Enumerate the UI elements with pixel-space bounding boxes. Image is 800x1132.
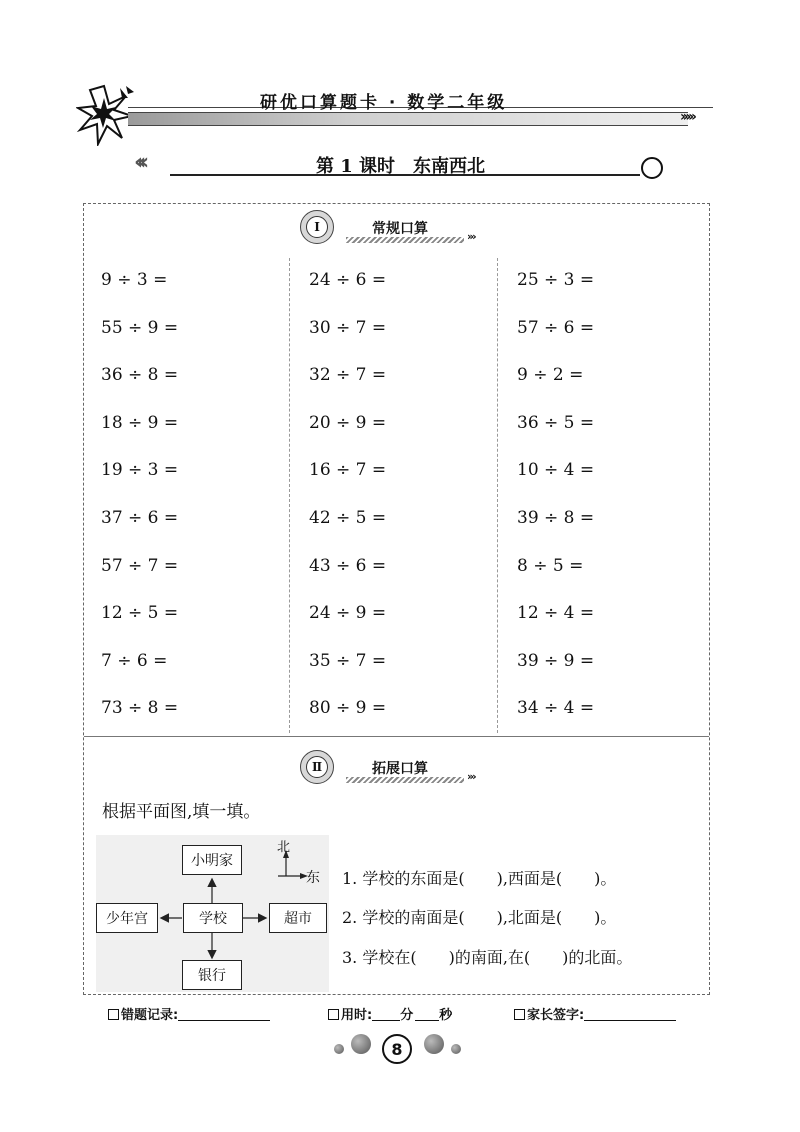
division-problem: 43 ÷ 6 = [309, 556, 387, 576]
minutes-blank[interactable] [372, 1008, 400, 1021]
division-problem: 57 ÷ 7 = [101, 556, 179, 576]
division-problem: 34 ÷ 4 = [517, 698, 595, 718]
division-problem: 7 ÷ 6 = [101, 651, 168, 671]
section-2-badge [300, 750, 334, 784]
question-2: 2. 学校的南面是( ),北面是( )。 [342, 908, 617, 927]
division-problem: 8 ÷ 5 = [517, 556, 584, 576]
decorative-dot-icon [424, 1034, 444, 1054]
instruction-text: 根据平面图,填一填。 [102, 802, 261, 822]
division-problem: 10 ÷ 4 = [517, 460, 595, 480]
arrow-right-icon: ››› [467, 230, 475, 243]
division-problem: 9 ÷ 2 = [517, 365, 584, 385]
division-problem: 24 ÷ 9 = [309, 603, 387, 623]
division-problem: 35 ÷ 7 = [309, 651, 387, 671]
division-problem: 12 ÷ 5 = [101, 603, 179, 623]
division-problem: 32 ÷ 7 = [309, 365, 387, 385]
division-problem: 25 ÷ 3 = [517, 270, 595, 290]
division-problem: 12 ÷ 4 = [517, 603, 595, 623]
division-problem: 36 ÷ 5 = [517, 413, 595, 433]
compass-east-label: 东 [306, 870, 320, 886]
parent-signature-label: 家长签字: [527, 1008, 585, 1023]
error-record-label: 错题记录: [121, 1008, 179, 1023]
division-problem: 30 ÷ 7 = [309, 318, 387, 338]
division-problem: 19 ÷ 3 = [101, 460, 179, 480]
section-2-header [300, 750, 500, 790]
section-1-number: Ⅰ [306, 216, 328, 238]
division-problem: 39 ÷ 9 = [517, 651, 595, 671]
chevron-right-icon: ››››› [680, 109, 694, 125]
time-used-field [328, 1004, 452, 1023]
compass-north-label: 北 [277, 840, 291, 855]
section-2-bar [346, 777, 464, 783]
error-record-blank[interactable] [178, 1008, 270, 1021]
lesson-title: 第 1 课时 东南西北 [316, 156, 486, 177]
seconds-label: 秒 [439, 1008, 453, 1023]
division-problem: 80 ÷ 9 = [309, 698, 387, 718]
arrow-right-icon: ››› [467, 770, 475, 783]
division-problem: 20 ÷ 9 = [309, 413, 387, 433]
map-north-location: 小明家 [182, 845, 242, 875]
map-center-location: 学校 [183, 903, 243, 933]
time-used-label: 用时: [341, 1008, 373, 1023]
division-problem: 9 ÷ 3 = [101, 270, 168, 290]
division-problem: 18 ÷ 9 = [101, 413, 179, 433]
parent-signature-blank[interactable] [584, 1008, 676, 1021]
parent-signature-field [514, 1004, 676, 1023]
question-1: 1. 学校的东面是( ),西面是( )。 [342, 869, 617, 888]
division-problem: 37 ÷ 6 = [101, 508, 179, 528]
question-3: 3. 学校在( )的南面,在( )的北面。 [342, 948, 633, 967]
map-west-location: 少年宫 [96, 903, 158, 933]
decorative-dot-icon [451, 1044, 461, 1054]
division-problem: 16 ÷ 7 = [309, 460, 387, 480]
decorative-dot-icon [334, 1044, 344, 1054]
error-record-checkbox[interactable] [108, 1009, 119, 1020]
map-south-location: 银行 [182, 960, 242, 990]
division-problem: 73 ÷ 8 = [101, 698, 179, 718]
decorative-dot-icon [351, 1034, 371, 1054]
division-problem: 24 ÷ 6 = [309, 270, 387, 290]
section-2-number: Ⅱ [306, 756, 328, 778]
division-problem: 57 ÷ 6 = [517, 318, 595, 338]
division-problem: 55 ÷ 9 = [101, 318, 179, 338]
map-east-location: 超市 [269, 903, 327, 933]
chevron-left-icon: ‹‹‹ [134, 150, 144, 175]
division-problem: 39 ÷ 8 = [517, 508, 595, 528]
parent-signature-checkbox[interactable] [514, 1009, 525, 1020]
minutes-label: 分 [400, 1008, 414, 1023]
page-number: 8 [382, 1034, 412, 1064]
time-used-checkbox[interactable] [328, 1009, 339, 1020]
error-record-field [108, 1004, 270, 1023]
seconds-blank[interactable] [415, 1008, 439, 1021]
section-1-label: 常规口算 [372, 221, 428, 237]
book-title: 研优口算题卡 · 数学二年级 [260, 93, 508, 113]
division-problem: 36 ÷ 8 = [101, 365, 179, 385]
section-2-label: 拓展口算 [372, 761, 428, 777]
division-problem: 42 ÷ 5 = [309, 508, 387, 528]
